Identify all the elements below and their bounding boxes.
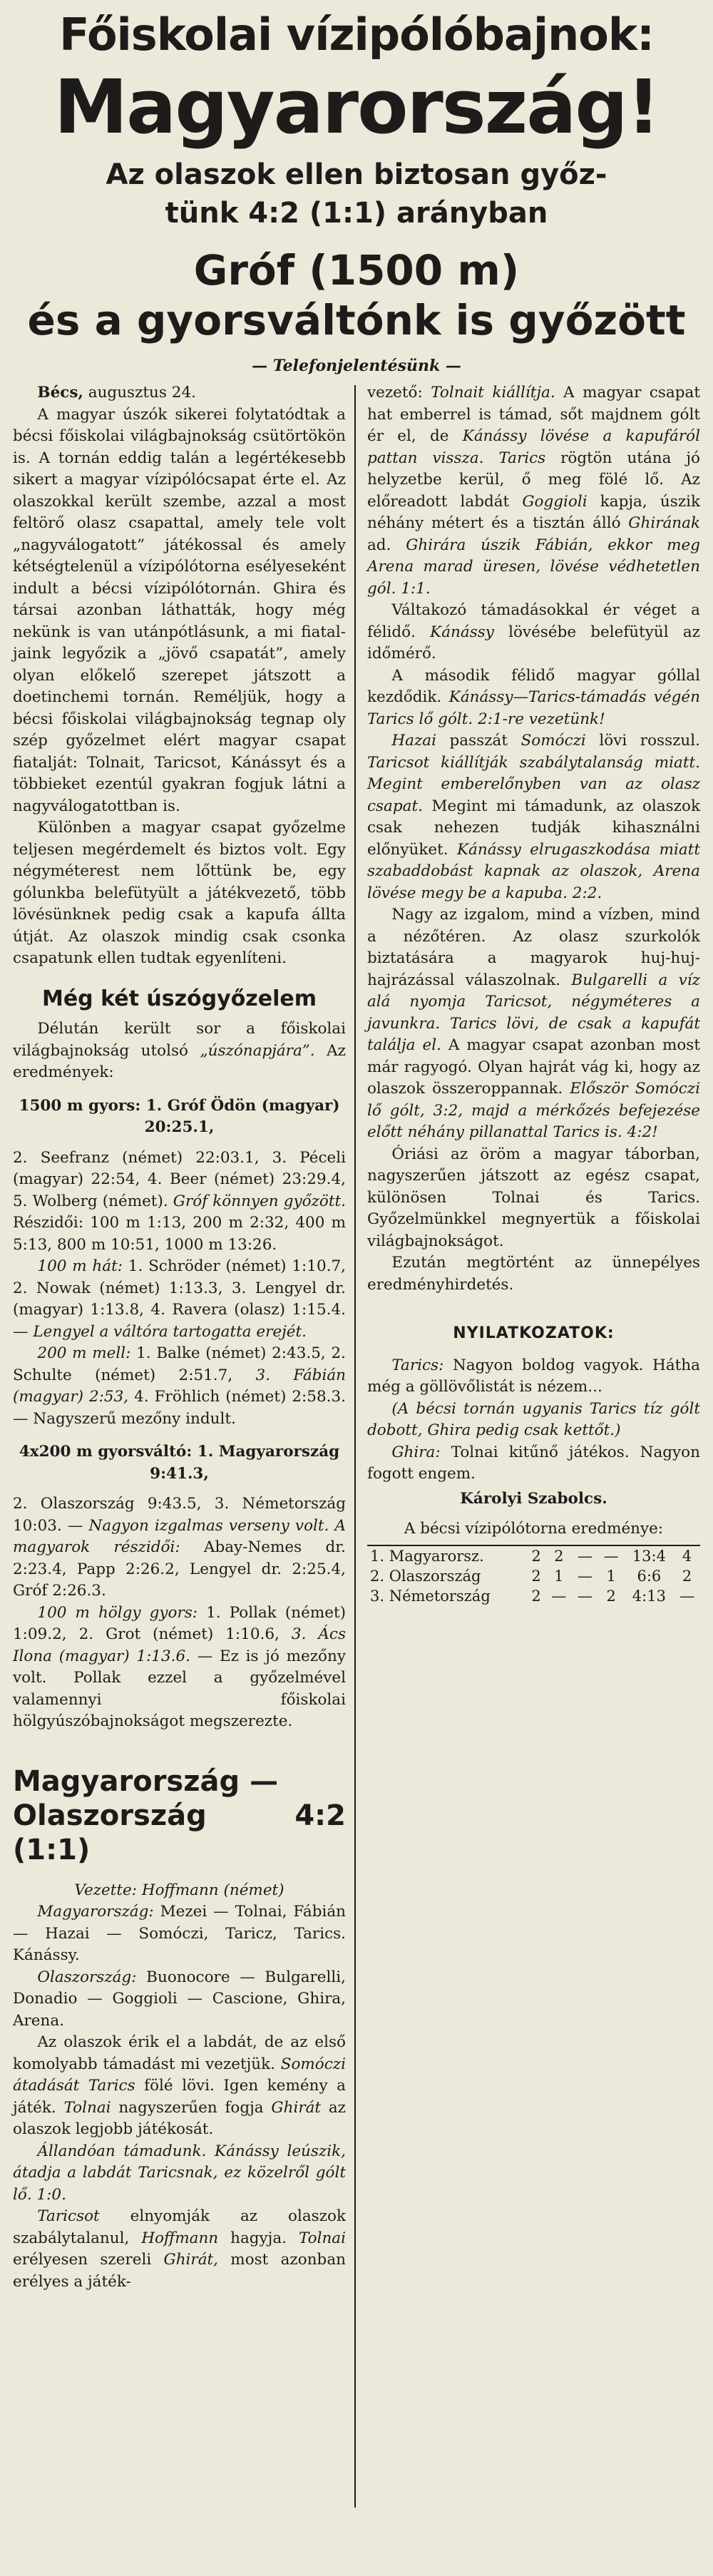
left-column	[13, 382, 354, 2508]
match-referee: Vezette: Hoffmann (német)	[74, 1881, 284, 1899]
table-row: 2. Olaszország 2 1 — 1 6:6 2	[369, 1567, 692, 1585]
statement-tarics: Tarics: Nagyon boldog vagyok. Hátha még a göllövőlistát is nézem...	[366, 1356, 700, 1396]
statements-heading: NYILATKOZATOK:	[453, 1324, 615, 1342]
match-report-paragraph: vezető: Tolnait kiállítja. A magyar csapat hat emberrel is támad, sőt majdnem gólt ér el, de Kánássy lövése a kapufáról pattan vissza. Tarics rögtön utána jó helyzetbe kerül, ő meg fölé lő. Az előreadott labdát Goggioli kapja, úszik néhány métert és a tisztán álló Ghirának ad. Ghirára úszik Fábián, ekkor meg Arena marad üresen, lövése védhetetlen gól. 1:1.	[366, 384, 700, 598]
article-columns	[13, 382, 700, 2508]
event-results-100m-back: 100 m hát: 1. Schröder (német) 1:10.7, 2. Nowak (német) 1:13.3, 3. Lengyel dr. (magyar) 1:13.8, 4. Ravera (olasz) 1:15.4. — Lengyel a váltóra tartogatta erejét.	[13, 1257, 347, 1341]
section-heading: Még két úszógyőzelem	[41, 986, 317, 1011]
headline-line-1: Főiskolai vízipólóbajnok:	[59, 9, 654, 61]
article-paragraph: A magyar úszók sikerei folytatódtak a bécsi főiskolai világbajnokság csütörtökön is. A tornán eddig talán a legértékesebb sikert a magyar vízipólócsapat érte el. Az olaszokkal került szembe, azzal a most feltörő olasz csapattal, amely tele volt „nagyválogatott” játékossal és amely kétségtelenül a vízipólótorna esélyeseként indult a bécsi vízipólótornán. Ghira és társai azonban láthatták, hogy még nekünk is van utánpótlásunk, a mi fiataljaink legyőzik a „jövő csapatát”, amely olyan előkelő szerepet játszott a doetinchemi tornán. Reméljük, hogy a bécsi főiskolai világbajnokság tegnap oly szép győzelmet elért magyar csapat fiatalját: Tolnait, Taricsot, Kánássyt és a többieket ezentúl gyakran fogjuk látni a nagyválogatottban is.	[13, 405, 346, 815]
match-report-paragraph: Ezután megtörtént az ünnepélyes eredményhirdetés.	[366, 1254, 700, 1294]
match-report-paragraph: Az olaszok érik el a labdát, de az első komolyabb támadást mi vezetjük. Somóczi átadását Tarics fölé lövi. Igen kemény a játék. Tolnai nagyszerűen fogja Ghirát az olaszok legjobb játékosát.	[13, 2033, 346, 2138]
secondary-headline-2: és a gyorsváltónk is győzött	[27, 296, 686, 344]
match-heading: Magyarország — Olaszország 4:2 (1:1)	[13, 1764, 346, 1866]
author-signature: Károlyi Szabolcs.	[460, 1489, 607, 1508]
match-report-paragraph: Óriási az öröm a magyar táborban, nagyszerűen játszott az egész csapat, különösen Tolnai és Tarics. Győzelmünkkel megnyertük a főiskolai világbajnokságot.	[366, 1145, 700, 1250]
match-report-paragraph: Váltakozó támadásokkal ér véget a félidő. Kánássy lövésébe belefütyül az időmérő.	[366, 601, 700, 663]
match-report-paragraph: A második félidő magyar góllal kezdődik. Kánássy—Tarics-támadás végén Tarics lő gólt. 2:1-re vezetünk!	[366, 666, 700, 728]
event-results-1500m: 2. Seefranz (német) 22:03.1, 3. Péceli (magyar) 22:54, 4. Beer (német) 23:29.4, 5. Wolberg (német). Gróf könnyen győzött. Részidői: 100 m 1:13, 200 m 2:32, 400 m 5:13, 800 m 10:51, 1000 m 13:26.	[13, 1148, 346, 1254]
match-report-paragraph: Hazai passzát Somóczi lövi rosszul. Taricsot kiállítják szabálytalanság miatt. Megint emberelőnyben van az olasz csapat. Megint mi támadunk, az olaszok csak nehezen tudják kihasználni előnyüket. Kánássy elrugaszkodása miatt szabaddobást kapnak az olaszok, Arena lövése megy be a kapuba. 2:2.	[366, 732, 700, 902]
secondary-headline-1: Gróf (1500 m)	[193, 246, 520, 295]
standings-table	[367, 1545, 700, 1606]
subheadline-line-1: Az olaszok ellen biztosan győz-	[106, 158, 607, 191]
table-row: 3. Németország 2 — — 2 4:13 —	[369, 1587, 695, 1605]
dateline: — Telefonjelentésünk —	[252, 357, 461, 375]
statement-note: (A bécsi tornán ugyanis Tarics tíz gólt dobott, Ghira pedig csak kettőt.)	[366, 1399, 700, 1439]
event-heading-1500m: 1500 m gyors: 1. Gróf Ödön (magyar) 20:25.1,	[19, 1096, 340, 1136]
match-report-paragraph: Nagy az izgalom, mind a vízben, mind a nézőtéren. Az olasz szurkolók biztatására a magyarok huj-huj-hajrázással válaszolnak. Bulgarelli a víz alá nyomja Taricsot, négyméteres a javunkra. Tarics lövi, de csak a kapufát találja el. A magyar csapat azonban most már ragyogó. Olyan hajrát vág ki, hogy az olaszok összeroppannak. Először Somóczi lő gólt, 3:2, majd a mérkőzés befejezése előtt néhány pillanattal Tarics is. 4:2!	[366, 906, 700, 1141]
match-report-paragraph: Állandóan támadunk. Kánássy leúszik, átadja a labdát Taricsnak, ez közelről gólt lő. 1:0.	[13, 2142, 346, 2204]
hungary-lineup: Magyarország: Mezei — Tolnai, Fábián — Hazai — Somóczi, Taricz, Tarics. Kánássy.	[13, 1903, 346, 1964]
event-results-200m-breast: 200 m mell: 1. Balke (német) 2:43.5, 2. Schulte (német) 2:51.7, 3. Fábián (magyar) 2:53, 4. Fröhlich (német) 2:58.3. — Nagyszerű mezőny indult.	[13, 1344, 346, 1428]
article-dateline-paragraph: Bécs, augusztus 24.	[37, 384, 196, 402]
table-row: 1. Magyarorsz. 2 2 — — 13:4 4	[369, 1547, 692, 1565]
standings-title: A bécsi vízipólótorna eredménye:	[404, 1520, 664, 1538]
headline-main: Magyarország!	[53, 63, 660, 150]
article-paragraph: Különben a magyar csapat győzelme teljesen megérdemelt és biztos volt. Egy négyméterest nem lőttünk be, egy gólunkba belefütyült a játékvezető, több lövésünknek pedig csak a kapufa állta útját. Az olaszok mindig csak csonka csapatunk ellen tudtak egyenlíteni.	[13, 819, 346, 967]
subheadline-line-2: tünk 4:2 (1:1) arányban	[165, 197, 548, 230]
italy-lineup: Olaszország: Buonocore — Bulgarelli, Donadio — Goggioli — Cascione, Ghira, Arena.	[13, 1968, 346, 2030]
results-intro: Délután került sor a főiskolai világbajnokság utolsó „úszónapjára”. Az eredmények:	[13, 1020, 346, 1081]
event-results-100m-women: 100 m hölgy gyors: 1. Pollak (német) 1:09.2, 2. Grot (német) 1:10.6, 3. Ács Ilona (magyar) 1:13.6. — Ez is jó mezőny volt. Pollak ezzel a győzelmével valamennyi főiskolai hölgyúszóbajnokságot megszerezte.	[13, 1603, 347, 1730]
event-heading-relay: 4x200 m gyorsváltó: 1. Magyarország 9:41.3,	[19, 1443, 340, 1483]
match-report-paragraph: Taricsot elnyomják az olaszok szabálytalanul, Hoffmann hagyja. Tolnai erélyesen szereli Ghirát, most azonban erélyes a játék-	[13, 2207, 346, 2291]
event-results-relay: 2. Olaszország 9:43.5, 3. Németország 10:03. — Nagyon izgalmas verseny volt. A magyarok részidői: Abay-Nemes dr. 2:23.4, Papp 2:26.2, Lengyel dr. 2:25.4, Gróf 2:26.3.	[13, 1495, 346, 1600]
right-column	[356, 382, 700, 2508]
statement-ghira: Ghira: Tolnai kitűnő játékos. Nagyon fogott engem.	[366, 1443, 700, 1483]
